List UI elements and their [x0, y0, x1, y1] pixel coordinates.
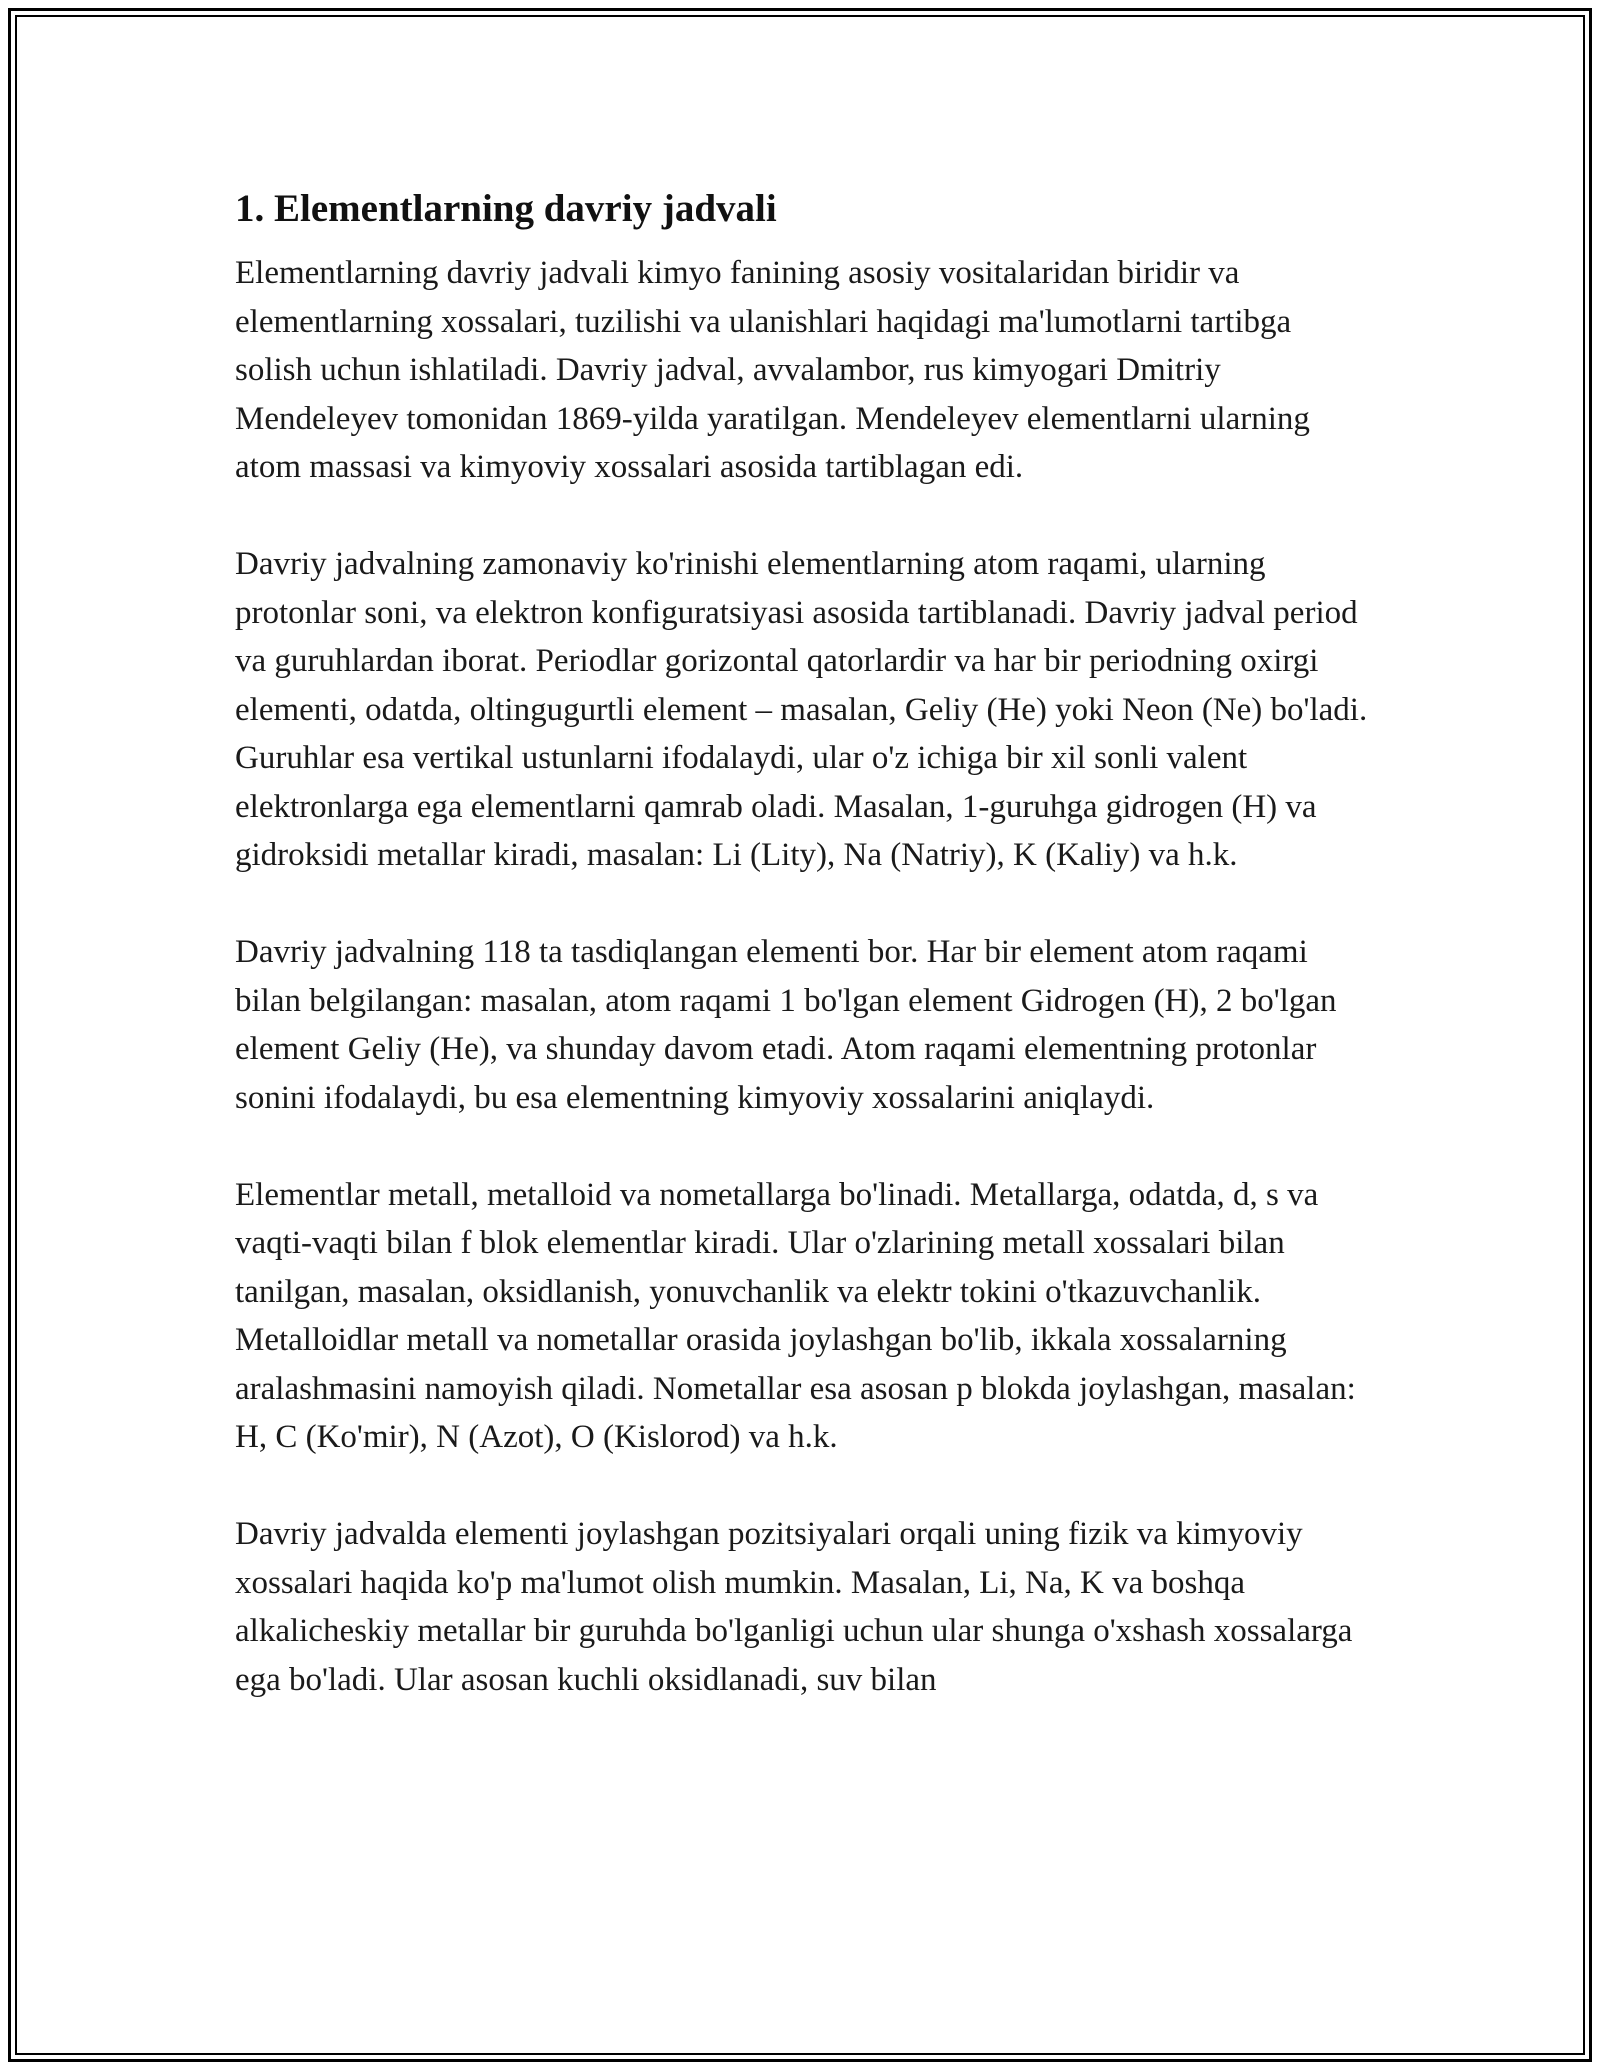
document-title: 1. Elementlarning davriy jadvali: [235, 187, 777, 230]
paragraph-2: Davriy jadvalning zamonaviy ko'rinishi elementlarning atom raqami, ularning protonlar soni, va elektron konfiguratsiyasi asosida tartiblanadi. Davriy jadval period va guruhlardan iborat. Periodlar gorizontal qatorlardir va har bir periodning oxirgi elementi, odatda, oltingugurtli element – masalan, Geliy (He) yoki Neon (Ne) bo'ladi. Guruhlar esa vertikal ustunlarni ifodalaydi, ular o'z ichiga bir xil sonli valent elektronlarga ega elementlarni qamrab oladi. Masalan, 1-guruhga gidrogen (H) va gidroksidi metallar kiradi, masalan: Li (Lity), Na (Natriy), K (Kaliy) va h.k.: [235, 546, 1368, 873]
paragraph-3: Davriy jadvalning 118 ta tasdiqlangan elementi bor. Har bir element atom raqami bilan belgilangan: masalan, atom raqami 1 bo'lgan element Gidrogen (H), 2 bo'lgan element Geliy (He), va shunday davom etadi. Atom raqami elementning protonlar sonini ifodalaydi, bu esa elementning kimyoviy xossalarini aniqlaydi.: [235, 934, 1337, 1116]
paragraph-4: Elementlar metall, metalloid va nometallarga bo'linadi. Metallarga, odatda, d, s va vaqti-vaqti bilan f blok elementlar kiradi. Ular o'zlarining metall xossalari bilan tanilgan, masalan, oksidlanish, yonuvchanlik va elektr tokini o'tkazuvchanlik. Metalloidlar metall va nometallar orasida joylashgan bo'lib, ikkala xossalarning aralashmasini namoyish qiladi. Nometallar esa asosan p blokda joylashgan, masalan: H, C (Ko'mir), N (Azot), O (Kislorod) va h.k.: [235, 1176, 1356, 1455]
document-body: [235, 185, 1375, 1704]
paragraph-1: Elementlarning davriy jadvali kimyo fanining asosiy vositalaridan biridir va elementlarning xossalari, tuzilishi va ulanishlari haqidagi ma'lumotlarni tartibga solish uchun ishlatiladi. Davriy jadval, avvalambor, rus kimyogari Dmitriy Mendeleyev tomonidan 1869-yilda yaratilgan. Mendeleyev elementlarni ularning atom massasi va kimyoviy xossalari asosida tartiblagan edi.: [235, 255, 1310, 485]
paragraph-5: Davriy jadvalda elementi joylashgan pozitsiyalari orqali uning fizik va kimyoviy xossalari haqida ko'p ma'lumot olish mumkin. Masalan, Li, Na, K va boshqa alkalicheskiy metallar bir guruhda bo'lganligi uchun ular shunga o'xshash xossalarga ega bo'ladi. Ular asosan kuchli oksidlanadi, suv bilan: [235, 1516, 1353, 1698]
